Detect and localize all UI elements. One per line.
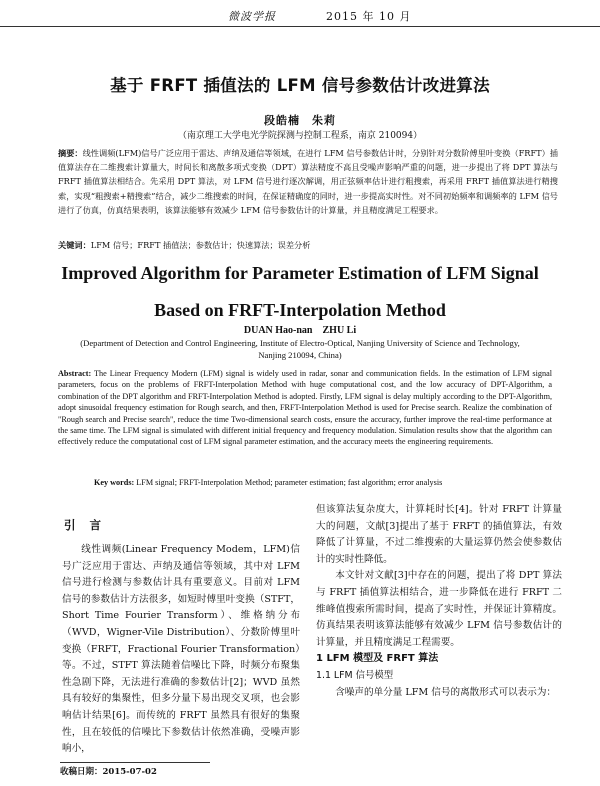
running-header (0, 6, 600, 27)
footnote-divider (60, 762, 210, 763)
english-affiliation: (Department of Detection and Control Engineering, Institute of Electro-Optical, Nanjing University of Science and Technology, Nanjing 210094, China) (80, 338, 520, 360)
chinese-title: 基于 FRFT 插值法的 LFM 信号参数估计改进算法 (110, 76, 490, 95)
intro-paragraph-1: 线性调频(Linear Frequency Modem，LFM)信号广泛应用于雷达、声纳及通信等领域，其中对 LFM 信号进行检测与参数估计具有重要意义。目前对 LFM 信号的参数估计方法很多，如短时傅里叶变换（STFT，Short Time Fourier Transform）、维格纳分布（WVD，Wigner-Vile Distribution）、分数阶傅里叶变换（FRFT，Fractional Fourier Transformation）等。不过，STFT 算法随着信噪比下降，时频分布聚集性急剧下降，无法进行准确的参数估计[2]；WVD 虽然具有较好的集聚性，但多分量下易出现交叉项，也会影响估计结果[6]。而传统的 FRFT 虽然具有很好的集聚性，且在较低的信噪比下参数估计依然准确，受噪声影响小， (62, 544, 300, 755)
chinese-abstract-text: 线性调频(LFM)信号广泛应用于雷达、声纳及通信等领域，在进行 LFM 信号参数估计时，分别针对分数阶傅里叶变换（FRFT）插值算法存在二维搜索计算量大，时间长和离散多项式变换（DPT）算法精度不高且受噪声影响严重的问题，进一步提出了将 DPT 算法与 FRFT 插值算法相结合。先采用 DPT 算法，对 LFM 信号进行逐次解调，用正弦频率估计进行粗搜索，再采用 FRFT 插值算法进行精搜索，实现“粗搜索+精搜索”结合，减少二维搜索的时间，在保证精确度的同时，进一步提高实时性。对不同初始频率和调频率的 LFM 信号进行了仿真，仿真结果表明，该算法能够有效减少 LFM 信号参数估计的计算量，并且精度满足工程要求。 (58, 148, 558, 215)
intro-paragraph-1-continued: 但该算法复杂度大，计算耗时长[4]。针对 FRFT 计算量大的问题，文献[3]提出了基于 FRFT 的插值算法，有效降低了计算量，不过二维搜索的大量运算仍然会使参数估计的实时性降低。 (316, 504, 562, 565)
section-1-paragraph-1: 含噪声的单分量 LFM 信号的离散形式可以表示为： (335, 686, 557, 698)
english-abstract-label: Abstract: (58, 369, 92, 378)
english-keywords-label: Key words: (94, 478, 135, 487)
issue-date: 2015 年 10 月 (326, 10, 412, 23)
english-title-line-1: Improved Algorithm for Parameter Estimation of LFM Signal (61, 263, 539, 283)
chinese-keywords (58, 240, 558, 251)
right-column (316, 502, 562, 701)
intro-paragraph-2: 本文针对文献[3]中存在的问题，提出了将 DPT 算法与 FRFT 插值算法相结合，进一步降低在进行 FRFT 二维峰值搜索所需时间，提高了实时性，并保证计算精度。仿真结果表明该算法能够有效减少 LFM 信号参数估计的计算量，并且精度满足工程需要。 (316, 570, 562, 648)
english-title-line-2: Based on FRFT-Interpolation Method (154, 300, 446, 320)
subsection-1-1-heading: 1.1 LFM 信号模型 (316, 669, 394, 681)
english-keywords-text: LFM signal; FRFT-Interpolation Method; parameter estimation; fast algorithm; error analysis (136, 478, 443, 487)
received-date: 收稿日期：2015-07-02 (60, 767, 157, 777)
introduction-heading: 引言 (64, 518, 115, 532)
chinese-affiliation: （南京理工大学电光学院探测与控制工程系，南京 210094） (177, 131, 423, 141)
chinese-authors: 段皓楠 朱莉 (264, 114, 336, 127)
left-column (62, 542, 300, 758)
chinese-abstract (58, 146, 558, 217)
chinese-keywords-text: LFM 信号；FRFT 插值法；参数估计；快速算法；误差分析 (90, 240, 311, 250)
chinese-abstract-label: 摘要： (58, 148, 83, 158)
english-authors: DUAN Hao-nan ZHU Li (243, 325, 357, 336)
chinese-keywords-label: 关键词： (58, 240, 91, 250)
journal-name: 微波学报 (228, 10, 276, 23)
english-keywords (94, 478, 564, 487)
english-abstract-text: The Linear Frequency Modern (LFM) signal is widely used in radar, sonar and communication fields. In the estimation of LFM signal parameters, focus on the problems of FRFT-Interpolation Method with huge computational cost, and the low accuracy of DPT-Algorithm, a combination of the DPT algorithm and FRFT-Interpolation Method is adopted. Firstly, LFM signal is delay multiply according to the DPT-Algorithm, adopt sinusoidal frequency estimation for Rough search, and then, FRFT-Interpolation Method is used for Precise search. Realize the combination of "Rough search and Precise search", reduce the time Two-dimensional search costs, ensure the accuracy, further improve the real-time performance at the same time. The LFM signal is simulated with different initial frequency and frequency modulation. Simulation results show that the algorithm can effectively reduce the computational cost of LFM signal parameter estimation, and the accuracy meets the engineering requirements. (58, 369, 552, 447)
english-abstract (58, 368, 552, 448)
section-1-heading: 1 LFM 模型及 FRFT 算法 (316, 653, 439, 665)
